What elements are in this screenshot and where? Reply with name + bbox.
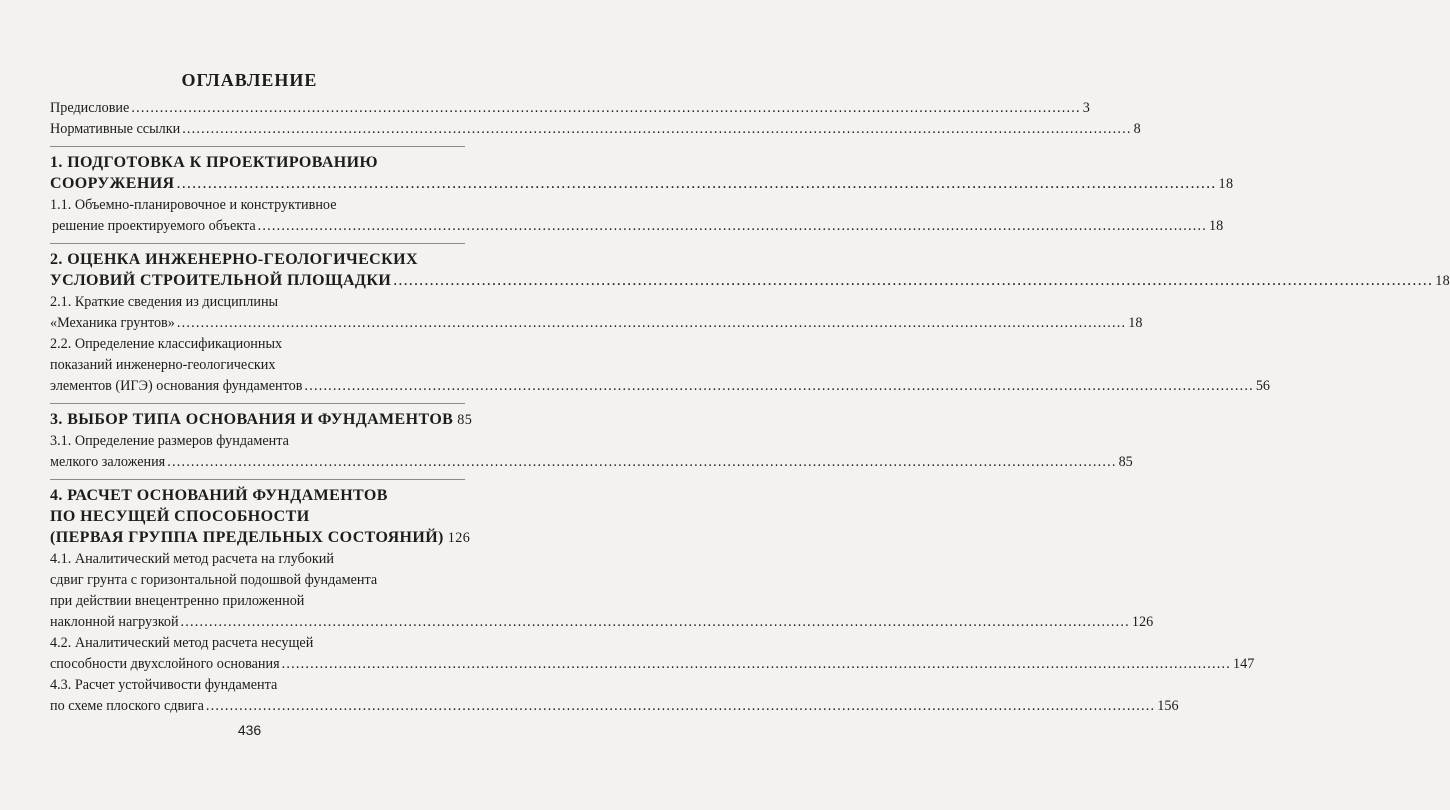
leader-dots	[167, 452, 1116, 473]
leader-dots	[304, 376, 1253, 397]
divider	[50, 403, 465, 404]
section-title-line: 4. РАСЧЕТ ОСНОВАНИЙ ФУНДАМЕНТОВ	[50, 487, 388, 504]
table-of-contents	[50, 98, 1450, 717]
entry-title-line: наклонной нагрузкой	[50, 614, 179, 630]
leader-dots	[182, 119, 1131, 140]
entry-title-line: сдвиг грунта с горизонтальной подошвой фундамента	[50, 572, 378, 588]
leader-dots	[206, 696, 1155, 717]
entry-title-line: 4.2. Аналитический метод расчета несущей	[50, 635, 314, 651]
toc-entry-4-3[interactable]	[50, 675, 1179, 717]
toc-entry-1-1[interactable]	[50, 195, 1224, 237]
leader-dots	[177, 313, 1126, 334]
toc-entry-normative[interactable]	[50, 119, 1141, 140]
toc-entry-4-1[interactable]	[50, 549, 1154, 633]
entry-title-line: 1.1. Объемно-планировочное и конструктивное	[50, 197, 337, 213]
entry-title-line: 4.1. Аналитический метод расчета на глубокий	[50, 551, 334, 567]
entry-page: 3	[1082, 100, 1090, 116]
entry-page: 18	[1128, 315, 1143, 331]
section-title-line: 2. ОЦЕНКА ИНЖЕНЕРНО-ГЕОЛОГИЧЕСКИХ	[50, 251, 418, 268]
leader-dots	[393, 270, 1433, 291]
toc-entry-3-1[interactable]	[50, 431, 1133, 473]
entry-page: 85	[1118, 454, 1133, 470]
entry-page: 85	[457, 412, 473, 428]
page-number: 436	[237, 722, 262, 738]
toc-entry-preface[interactable]	[50, 98, 1090, 119]
entry-page: 126	[1131, 614, 1154, 630]
entry-title-line: элементов (ИГЭ) основания фундаментов	[50, 378, 303, 394]
entry-title-line: 2.1. Краткие сведения из дисциплины	[50, 294, 279, 310]
toc-entry-2-1[interactable]	[50, 292, 1143, 334]
entry-page: 156	[1157, 698, 1179, 714]
entry-page: 18	[1209, 218, 1224, 234]
leader-dots	[181, 612, 1130, 633]
entry-title-line: решение проектируемого объекта	[52, 218, 256, 234]
leader-dots	[282, 654, 1231, 675]
section-title-line: УСЛОВИЙ СТРОИТЕЛЬНОЙ ПЛОЩАДКИ	[50, 272, 392, 289]
toc-section-3[interactable]	[50, 409, 473, 431]
entry-title-line: способности двухслойного основания	[50, 656, 280, 672]
leader-dots	[258, 216, 1207, 237]
divider	[50, 243, 465, 244]
toc-heading: ОГЛАВЛЕНИЕ	[181, 70, 318, 90]
leader-dots	[131, 98, 1080, 119]
divider	[50, 146, 465, 147]
toc-entry-4-2[interactable]	[50, 633, 1255, 675]
toc-entry-2-2[interactable]	[50, 334, 1271, 397]
entry-page: 56	[1255, 378, 1271, 394]
toc-section-4[interactable]	[50, 485, 471, 549]
entry-page: 8	[1133, 121, 1141, 137]
entry-title-line: при действии внецентренно приложенной	[50, 593, 305, 609]
section-title-line: СООРУЖЕНИЯ	[50, 175, 175, 192]
section-title-line: ПО НЕСУЩЕЙ СПОСОБНОСТИ	[50, 508, 310, 525]
entry-page: 18	[1435, 273, 1450, 289]
entry-title-line: 3.1. Определение размеров фундамента	[50, 433, 289, 449]
divider	[50, 479, 465, 480]
entry-title-line: показаний инженерно-геологических	[50, 357, 276, 373]
entry-page: 147	[1233, 656, 1255, 672]
section-title-line: 1. ПОДГОТОВКА К ПРОЕКТИРОВАНИЮ	[50, 154, 378, 171]
entry-page: 18	[1218, 176, 1234, 192]
section-title-line: 3. ВЫБОР ТИПА ОСНОВАНИЯ И ФУНДАМЕНТОВ	[50, 411, 454, 428]
entry-title-line: мелкого заложения	[50, 454, 166, 470]
entry-title-line: 4.3. Расчет устойчивости фундамента	[50, 677, 278, 693]
entry-page: 126	[447, 530, 471, 546]
toc-section-2[interactable]	[50, 249, 1450, 292]
entry-title-line: 2.2. Определение классификационных	[50, 336, 283, 352]
leader-dots	[177, 173, 1217, 194]
entry-title: Нормативные ссылки	[50, 121, 181, 137]
toc-section-1[interactable]	[50, 152, 1234, 195]
entry-title: Предисловие	[50, 100, 130, 116]
entry-title-line: по схеме плоского сдвига	[50, 698, 204, 714]
section-title-line: (ПЕРВАЯ ГРУППА ПРЕДЕЛЬНЫХ СОСТОЯНИЙ)	[50, 529, 444, 546]
entry-title-line: «Механика грунтов»	[50, 315, 175, 331]
